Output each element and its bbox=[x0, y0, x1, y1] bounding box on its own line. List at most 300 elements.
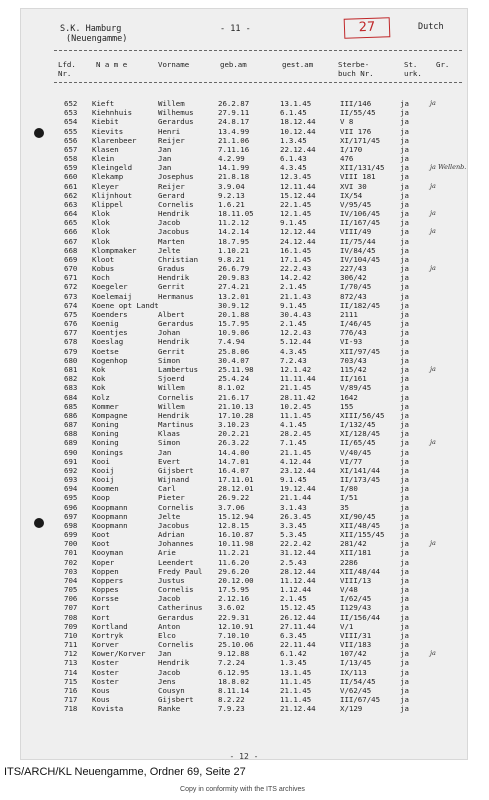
cell-died: 6.1.43 bbox=[280, 154, 307, 164]
cell-gr: ja bbox=[430, 539, 436, 548]
table-row bbox=[20, 273, 468, 282]
table-row bbox=[20, 264, 468, 273]
cell-first: Jacob bbox=[158, 218, 181, 228]
table-row bbox=[20, 411, 468, 420]
cell-st: ja bbox=[400, 539, 409, 549]
cell-no: 675 bbox=[64, 309, 78, 319]
cell-no: 706 bbox=[64, 594, 78, 604]
cell-no: 695 bbox=[64, 493, 78, 503]
cell-first: Jacob bbox=[158, 594, 181, 604]
cell-first: Jacobus bbox=[158, 227, 190, 237]
cell-first: Hendrik bbox=[158, 337, 190, 347]
cell-died: 22.11.44 bbox=[280, 640, 316, 650]
table-row bbox=[20, 136, 468, 145]
table-row bbox=[20, 154, 468, 163]
cell-died: 4.1.45 bbox=[280, 420, 307, 430]
cell-first: Reijer bbox=[158, 135, 185, 145]
cell-st: ja bbox=[400, 328, 409, 338]
cell-no: 689 bbox=[64, 438, 78, 448]
cell-reg: II/182/45 bbox=[340, 300, 381, 310]
cell-first: Hendrik bbox=[158, 410, 190, 420]
cell-no: 707 bbox=[64, 603, 78, 613]
cell-reg: VIII/31 bbox=[340, 630, 372, 640]
cell-first: Willem bbox=[158, 99, 185, 108]
cell-born: 17.11.01 bbox=[218, 475, 254, 485]
cell-reg: IX/113 bbox=[340, 667, 367, 677]
cell-name: Koomen bbox=[92, 484, 119, 494]
cell-name: Koppers bbox=[92, 575, 124, 585]
cell-born: 28.12.01 bbox=[218, 484, 254, 494]
cell-died: 1.12.44 bbox=[280, 585, 312, 595]
cell-st: ja bbox=[400, 254, 409, 264]
cell-name: Klasen bbox=[92, 144, 119, 154]
cell-st: ja bbox=[400, 108, 409, 118]
cell-no: 705 bbox=[64, 585, 78, 595]
cell-first: Cornelis bbox=[158, 199, 194, 209]
cell-name: Koning bbox=[92, 420, 119, 430]
cell-name: Korver bbox=[92, 640, 119, 650]
cell-reg: 872/43 bbox=[340, 291, 367, 301]
table-row bbox=[20, 613, 468, 622]
cell-reg: III/67/45 bbox=[340, 695, 381, 705]
cell-no: 662 bbox=[64, 190, 78, 200]
cell-reg: XII/131/45 bbox=[340, 163, 385, 173]
table-row bbox=[20, 649, 468, 658]
cell-born: 11.2.21 bbox=[218, 548, 250, 558]
cell-first: Catherinus bbox=[158, 603, 203, 613]
cell-first: Elco bbox=[158, 630, 176, 640]
cell-first: Reijer bbox=[158, 181, 185, 191]
cell-no: 718 bbox=[64, 704, 78, 714]
page-number: - 11 - bbox=[220, 24, 251, 34]
cell-born: 8.11.14 bbox=[218, 686, 250, 695]
table-row bbox=[20, 328, 468, 337]
cell-no: 666 bbox=[64, 227, 78, 237]
cell-reg: XII/155/45 bbox=[340, 530, 385, 540]
cell-died: 26.12.44 bbox=[280, 612, 316, 622]
cell-no: 657 bbox=[64, 144, 78, 154]
cell-born: 25.8.06 bbox=[218, 346, 250, 356]
cell-st: ja bbox=[400, 676, 409, 686]
cell-name: Klompmaker bbox=[92, 245, 137, 255]
cell-reg: II/173/45 bbox=[340, 475, 381, 485]
table-row bbox=[20, 503, 468, 512]
cell-born: 13.4.99 bbox=[218, 126, 250, 136]
cell-reg: IV/84/45 bbox=[340, 245, 376, 255]
cell-st: ja bbox=[400, 704, 409, 714]
table-row bbox=[20, 292, 468, 301]
cell-reg: V/1 bbox=[340, 621, 354, 631]
cell-st: ja bbox=[400, 209, 409, 219]
cell-no: 652 bbox=[64, 99, 78, 108]
cell-name: Koop bbox=[92, 493, 110, 503]
cell-st: ja bbox=[400, 355, 409, 365]
col-certificate-header-2: urk. bbox=[404, 69, 422, 78]
cell-st: ja bbox=[400, 585, 409, 595]
cell-died: 21.1.45 bbox=[280, 383, 312, 393]
column-divider bbox=[54, 82, 462, 83]
cell-born: 14.4.00 bbox=[218, 447, 250, 457]
cell-name: Koentjes bbox=[92, 328, 128, 338]
cell-born: 27.4.21 bbox=[218, 282, 250, 292]
table-row bbox=[20, 512, 468, 521]
cell-gr: ja Wellenb. bbox=[430, 163, 467, 172]
cell-first: Gijsbert bbox=[158, 695, 194, 705]
table-row bbox=[20, 182, 468, 191]
cell-born: 26.9.22 bbox=[218, 493, 250, 503]
cell-no: 679 bbox=[64, 346, 78, 356]
cell-name: Kobus bbox=[92, 264, 115, 274]
cell-reg: 281/42 bbox=[340, 539, 367, 549]
cell-born: 3.9.04 bbox=[218, 181, 245, 191]
cell-died: 1.3.45 bbox=[280, 135, 307, 145]
cell-st: ja bbox=[400, 667, 409, 677]
cell-gr: ja bbox=[430, 209, 436, 218]
cell-died: 22.2.42 bbox=[280, 539, 312, 549]
table-row bbox=[20, 218, 468, 227]
table-row bbox=[20, 337, 468, 346]
cell-born: 18.11.05 bbox=[218, 209, 254, 219]
cell-reg: 306/42 bbox=[340, 273, 367, 283]
cell-name: Kleyer bbox=[92, 181, 119, 191]
table-row bbox=[20, 127, 468, 136]
cell-died: 18.12.44 bbox=[280, 117, 316, 127]
table-row bbox=[20, 310, 468, 319]
cell-died: 9.1.45 bbox=[280, 300, 307, 310]
cell-died: 3.3.45 bbox=[280, 520, 307, 530]
cell-born: 20.2.21 bbox=[218, 429, 250, 439]
table-row bbox=[20, 594, 468, 603]
page-stamp: 27 bbox=[344, 17, 391, 39]
cell-died: 5.3.45 bbox=[280, 530, 307, 540]
cell-name: Kolz bbox=[92, 392, 110, 402]
cell-st: ja bbox=[400, 190, 409, 200]
cell-died: 2.1.45 bbox=[280, 319, 307, 329]
cell-first: Wilhemus bbox=[158, 108, 194, 118]
cell-first: Johan bbox=[158, 328, 181, 338]
cell-born: 16.10.87 bbox=[218, 530, 254, 540]
cell-name: Kooij bbox=[92, 465, 115, 475]
cell-no: 668 bbox=[64, 245, 78, 255]
cell-name: Koster bbox=[92, 676, 119, 686]
cell-reg: XVI 30 bbox=[340, 181, 367, 191]
cell-died: 12.2.43 bbox=[280, 328, 312, 338]
cell-name: Koopmann bbox=[92, 511, 128, 521]
col-certificate-header: St. bbox=[404, 60, 418, 69]
cell-name: Koper bbox=[92, 557, 115, 567]
cell-name: Kompagne bbox=[92, 410, 128, 420]
cell-reg: I/70/45 bbox=[340, 282, 372, 292]
cell-name: Koster bbox=[92, 667, 119, 677]
cell-born: 26.3.22 bbox=[218, 438, 250, 448]
table-row bbox=[20, 631, 468, 640]
table-row bbox=[20, 237, 468, 246]
cell-no: 688 bbox=[64, 429, 78, 439]
cell-st: ja bbox=[400, 658, 409, 668]
cell-no: 663 bbox=[64, 199, 78, 209]
cell-born: 4.2.99 bbox=[218, 154, 245, 164]
cell-died: 10.12.44 bbox=[280, 126, 316, 136]
cell-no: 716 bbox=[64, 686, 78, 695]
cell-st: ja bbox=[400, 319, 409, 329]
cell-name: Kieft bbox=[92, 99, 115, 108]
cell-reg: V/40/45 bbox=[340, 447, 372, 457]
cell-reg: IX/54 bbox=[340, 190, 363, 200]
cell-first: Jacob bbox=[158, 667, 181, 677]
table-row bbox=[20, 282, 468, 291]
cell-no: 665 bbox=[64, 218, 78, 228]
cell-born: 22.9.31 bbox=[218, 612, 250, 622]
cell-no: 681 bbox=[64, 364, 78, 374]
table-row bbox=[20, 622, 468, 631]
cell-st: ja bbox=[400, 410, 409, 420]
cell-first: Gerardus bbox=[158, 117, 194, 127]
cell-no: 694 bbox=[64, 484, 78, 494]
cell-st: ja bbox=[400, 374, 409, 384]
cell-no: 654 bbox=[64, 117, 78, 127]
cell-first: Anton bbox=[158, 621, 181, 631]
cell-born: 21.8.18 bbox=[218, 172, 250, 182]
cell-st: ja bbox=[400, 603, 409, 613]
table-row bbox=[20, 200, 468, 209]
cell-reg: VI/77 bbox=[340, 456, 363, 466]
cell-first: Lambertus bbox=[158, 364, 199, 374]
cell-born: 26.2.87 bbox=[218, 99, 250, 108]
cell-name: Kous bbox=[92, 686, 110, 695]
cell-first: Jelte bbox=[158, 511, 181, 521]
cell-first: Jan bbox=[158, 154, 172, 164]
cell-st: ja bbox=[400, 337, 409, 347]
table-row bbox=[20, 393, 468, 402]
cell-first: Gerardus bbox=[158, 612, 194, 622]
cell-born: 25.10.06 bbox=[218, 640, 254, 650]
cell-died: 11.1.45 bbox=[280, 410, 312, 420]
cell-reg: VI-93 bbox=[340, 337, 363, 347]
cell-died: 11.12.44 bbox=[280, 575, 316, 585]
cell-born: 11.2.12 bbox=[218, 218, 250, 228]
cell-born: 7.2.24 bbox=[218, 658, 245, 668]
cell-st: ja bbox=[400, 594, 409, 604]
cell-name: Kleingeld bbox=[92, 163, 133, 173]
cell-died: 14.2.42 bbox=[280, 273, 312, 283]
cell-no: 717 bbox=[64, 695, 78, 705]
cell-died: 30.4.43 bbox=[280, 309, 312, 319]
cell-name: Kooyman bbox=[92, 548, 124, 558]
cell-died: 6.1.45 bbox=[280, 108, 307, 118]
cell-first: Cornelis bbox=[158, 585, 194, 595]
cell-died: 11.1.45 bbox=[280, 695, 312, 705]
table-row bbox=[20, 145, 468, 154]
cell-died: 4.3.45 bbox=[280, 346, 307, 356]
table-row bbox=[20, 99, 468, 108]
cell-died: 12.11.44 bbox=[280, 181, 316, 191]
cell-st: ja bbox=[400, 456, 409, 466]
cell-st: ja bbox=[400, 282, 409, 292]
cell-died: 6.3.45 bbox=[280, 630, 307, 640]
cell-died: 24.12.44 bbox=[280, 236, 316, 246]
cell-no: 711 bbox=[64, 640, 78, 650]
cell-died: 9.1.45 bbox=[280, 218, 307, 228]
cell-first: Gerrit bbox=[158, 282, 185, 292]
cell-first: Cousyn bbox=[158, 686, 185, 695]
cell-st: ja bbox=[400, 227, 409, 237]
cell-reg: V/95/45 bbox=[340, 199, 372, 209]
cell-born: 29.6.20 bbox=[218, 566, 250, 576]
table-row bbox=[20, 677, 468, 686]
cell-st: ja bbox=[400, 172, 409, 182]
cell-reg: II/54/45 bbox=[340, 676, 376, 686]
cell-died: 21.12.44 bbox=[280, 704, 316, 714]
cell-born: 20.1.88 bbox=[218, 309, 250, 319]
cell-born: 26.6.79 bbox=[218, 264, 250, 274]
cell-name: Koppes bbox=[92, 585, 119, 595]
table-row bbox=[20, 429, 468, 438]
cell-died: 21.1.43 bbox=[280, 291, 312, 301]
cell-born: 9.8.21 bbox=[218, 254, 245, 264]
cell-first: Jelte bbox=[158, 245, 181, 255]
cell-name: Kortryk bbox=[92, 630, 124, 640]
cell-no: 669 bbox=[64, 254, 78, 264]
cell-reg: V/89/45 bbox=[340, 383, 372, 393]
table-row bbox=[20, 356, 468, 365]
cell-st: ja bbox=[400, 401, 409, 411]
cell-reg: VII 176 bbox=[340, 126, 372, 136]
col-register-header-2: buch Nr. bbox=[338, 69, 374, 78]
cell-st: ja bbox=[400, 465, 409, 475]
cell-died: 11.1.45 bbox=[280, 676, 312, 686]
cell-born: 25.4.24 bbox=[218, 374, 250, 384]
cell-first: Willem bbox=[158, 383, 185, 393]
cell-died: 27.11.44 bbox=[280, 621, 316, 631]
cell-no: 671 bbox=[64, 273, 78, 283]
cell-born: 14.2.14 bbox=[218, 227, 250, 237]
cell-no: 702 bbox=[64, 557, 78, 567]
camp-subname: (Neuengamme) bbox=[66, 34, 128, 44]
cell-died: 23.12.44 bbox=[280, 465, 316, 475]
cell-first: Cornelis bbox=[158, 640, 194, 650]
col-born-header: geb.am bbox=[220, 60, 247, 69]
cell-no: 656 bbox=[64, 135, 78, 145]
cell-name: Kiehnhuis bbox=[92, 108, 133, 118]
cell-st: ja bbox=[400, 475, 409, 485]
cell-no: 674 bbox=[64, 300, 78, 310]
table-row bbox=[20, 603, 468, 612]
cell-no: 692 bbox=[64, 465, 78, 475]
camp-name: S.K. Hamburg bbox=[60, 24, 122, 34]
cell-st: ja bbox=[400, 291, 409, 301]
cell-died: 3.1.43 bbox=[280, 502, 307, 512]
cell-born: 12.8.15 bbox=[218, 520, 250, 530]
cell-born: 21.6.17 bbox=[218, 392, 250, 402]
table-row bbox=[20, 246, 468, 255]
cell-gr: ja bbox=[430, 181, 436, 190]
cell-first: Johannes bbox=[158, 539, 194, 549]
cell-st: ja bbox=[400, 154, 409, 164]
cell-reg: I129/43 bbox=[340, 603, 372, 613]
cell-no: 687 bbox=[64, 420, 78, 430]
cell-first: Gijsbert bbox=[158, 465, 194, 475]
table-row bbox=[20, 457, 468, 466]
cell-died: 1.3.45 bbox=[280, 658, 307, 668]
cell-no: 673 bbox=[64, 291, 78, 301]
cell-st: ja bbox=[400, 575, 409, 585]
cell-name: Kower/Korver bbox=[92, 649, 146, 659]
table-row bbox=[20, 255, 468, 264]
cell-died: 16.1.45 bbox=[280, 245, 312, 255]
table-row bbox=[20, 117, 468, 126]
cell-name: Klok bbox=[92, 218, 110, 228]
cell-reg: I/13/45 bbox=[340, 658, 372, 668]
cell-born: 10.9.06 bbox=[218, 328, 250, 338]
cell-no: 704 bbox=[64, 575, 78, 585]
cell-st: ja bbox=[400, 346, 409, 356]
cell-reg: XI/141/44 bbox=[340, 465, 381, 475]
cell-born: 7.4.94 bbox=[218, 337, 245, 347]
cell-no: 696 bbox=[64, 502, 78, 512]
cell-no: 684 bbox=[64, 392, 78, 402]
cell-name: Kovista bbox=[92, 704, 124, 714]
cell-reg: I/170 bbox=[340, 144, 363, 154]
cell-born: 14.1.99 bbox=[218, 163, 250, 173]
cell-st: ja bbox=[400, 99, 409, 108]
cell-name: Kloot bbox=[92, 254, 115, 264]
cell-reg: IV/104/45 bbox=[340, 254, 381, 264]
cell-died: 22.12.44 bbox=[280, 144, 316, 154]
cell-no: 659 bbox=[64, 163, 78, 173]
cell-st: ja bbox=[400, 557, 409, 567]
cell-name: Kok bbox=[92, 374, 106, 384]
cell-first: Ranke bbox=[158, 704, 181, 714]
table-row bbox=[20, 576, 468, 585]
col-number-header: Lfd. bbox=[58, 60, 76, 69]
table-row bbox=[20, 585, 468, 594]
cell-died: 21.1.45 bbox=[280, 686, 312, 695]
cell-st: ja bbox=[400, 447, 409, 457]
cell-first: Leendert bbox=[158, 557, 194, 567]
col-name-header: N a m e bbox=[96, 60, 128, 69]
cell-born: 10.11.98 bbox=[218, 539, 254, 549]
table-row bbox=[20, 567, 468, 576]
cell-st: ja bbox=[400, 383, 409, 393]
cell-born: 9.12.88 bbox=[218, 649, 250, 659]
cell-no: 676 bbox=[64, 319, 78, 329]
cell-born: 6.12.95 bbox=[218, 667, 250, 677]
cell-no: 683 bbox=[64, 383, 78, 393]
cell-st: ja bbox=[400, 144, 409, 154]
cell-gr: ja bbox=[430, 264, 436, 273]
table-row bbox=[20, 383, 468, 392]
cell-first: Gradus bbox=[158, 264, 185, 274]
cell-reg: XII/97/45 bbox=[340, 346, 381, 356]
cell-died: 28.2.45 bbox=[280, 429, 312, 439]
cell-name: Klein bbox=[92, 154, 115, 164]
cell-name: Kogenhop bbox=[92, 355, 128, 365]
table-row bbox=[20, 466, 468, 475]
cell-reg: XI/128/45 bbox=[340, 429, 381, 439]
cell-reg: I/132/45 bbox=[340, 420, 376, 430]
col-number-header-2: Nr. bbox=[58, 69, 72, 78]
cell-name: Koetse bbox=[92, 346, 119, 356]
cell-reg: 776/43 bbox=[340, 328, 367, 338]
cell-name: Koopmann bbox=[92, 520, 128, 530]
cell-first: Jan bbox=[158, 163, 172, 173]
cell-born: 27.9.11 bbox=[218, 108, 250, 118]
cell-name: Kort bbox=[92, 612, 110, 622]
cell-first: Fredy Paul bbox=[158, 566, 203, 576]
table-row bbox=[20, 448, 468, 457]
cell-born: 1.6.21 bbox=[218, 199, 245, 209]
cell-reg: V/62/45 bbox=[340, 686, 372, 695]
